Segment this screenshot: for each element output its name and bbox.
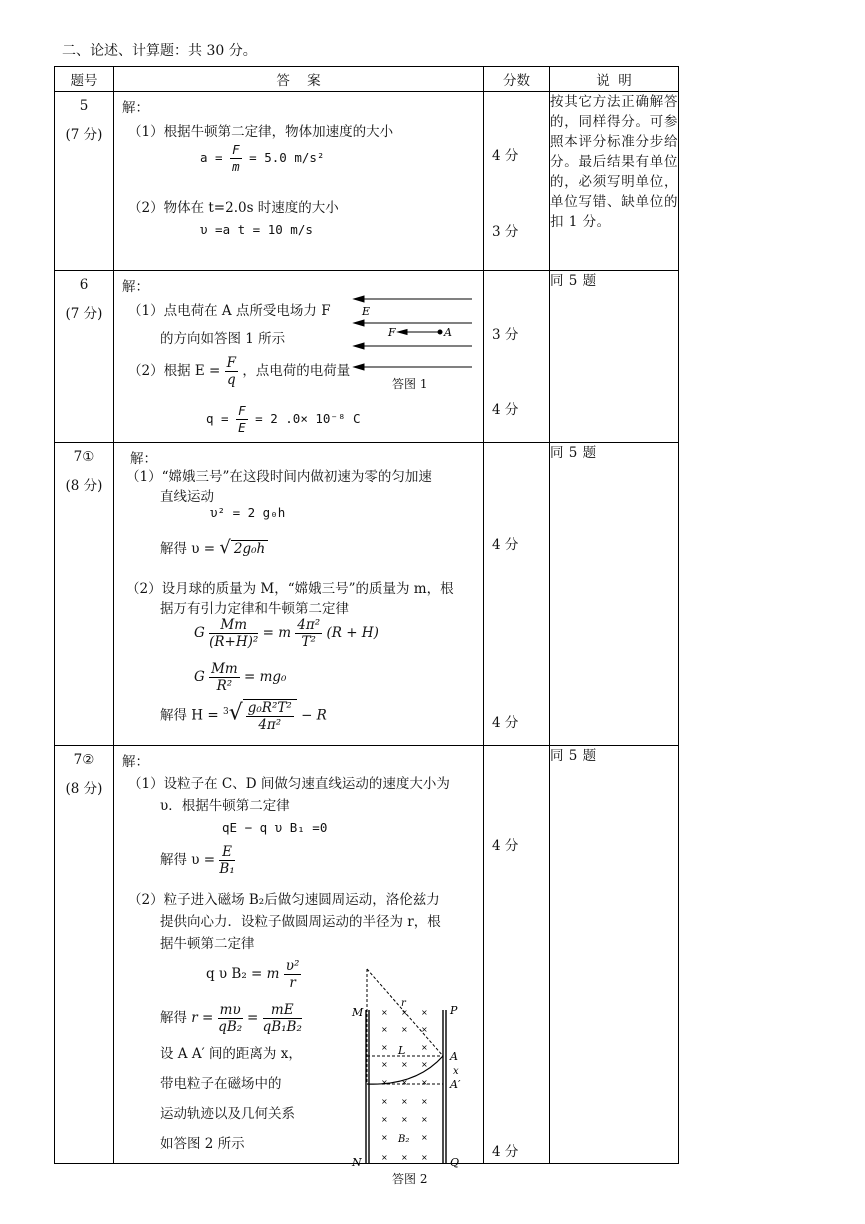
svg-text:×: × xyxy=(401,1008,408,1017)
svg-text:×: × xyxy=(381,1115,388,1124)
svg-text:×: × xyxy=(401,1115,408,1124)
svg-text:×: × xyxy=(381,1060,388,1069)
figure-1-label-A: A xyxy=(444,326,452,339)
equation-charge: q = $\frac{F}{E}$ = 2 .0× 10⁻⁸ C xyxy=(206,403,361,435)
equation-acceleration: a = $\frac{F}{m}$ = 5.0 m/s² xyxy=(200,142,325,174)
figure-2-label-A-prime: A′ xyxy=(450,1078,461,1091)
problem-7a-number: 7① (8 分) xyxy=(55,443,114,746)
problem-7b-answer: 解： （1）设粒子在 C、D 间做匀速直线运动的速度大小为 υ．根据牛顿第二定律 qE − q υ B₁ =0 解得 υ = $\frac{E}{\text{B₁}}$ （2）粒子进入磁场 B₂后做匀速圆周运动，洛伦兹力 提供向心力．设粒子做圆周运动的半径为 r，根 据牛顿第二定律 q υ B₂ = m $\frac{\text{υ²}}{r}$ 解得 r = $\frac{m\upsilon}{\text{qB₂}}$ = $\frac{mE}{\text{qB₁B₂}}$ 设 A A′ 间的距离为 x， 带电粒子在磁场中的 运动轨迹以及几何关系 如答图 2 所示 × × × × × × × × × × × × × × × × × × × × × × × × × M P N Q A A′ x r L B₂ xyxy=(114,746,484,1164)
problem-6-number: 6 (7 分) xyxy=(55,271,114,443)
header-note: 说 明 xyxy=(550,67,679,92)
figure-2-label-B2: B₂ xyxy=(398,1134,410,1145)
figure-2-label-L: L xyxy=(398,1044,406,1057)
svg-text:×: × xyxy=(381,1133,388,1142)
equation-centripetal: q υ B₂ = m $\frac{\text{υ²}}{r}$ xyxy=(206,958,300,991)
svg-text:×: × xyxy=(421,1078,428,1087)
equation-gravitation: G $\frac{Mm}{\text{(R+H)²}}$ = m $\frac{\text{4π²}}{\text{T²}}$ (R + H) xyxy=(194,617,379,650)
svg-text:×: × xyxy=(421,1043,428,1052)
svg-text:×: × xyxy=(381,1043,388,1052)
section-heading: 二、论述、计算题：共 30 分。 xyxy=(62,43,257,59)
problem-6-answer: 解： （1）点电荷在 A 点所受电场力 F 的方向如答图 1 所示 （2）根据 E = $\frac{F}{q}$ ，点电荷的电荷量 q = $\frac{F}{E}$ = 2 .0× 10⁻⁸ C E F A 答图 1 xyxy=(114,271,484,443)
row-problem-6 xyxy=(55,271,679,443)
svg-text:×: × xyxy=(401,1078,408,1087)
figure-1-label-F: F xyxy=(388,326,396,339)
figure-2-label-Q: Q xyxy=(450,1156,460,1168)
svg-text:×: × xyxy=(421,1060,428,1069)
equation-free-fall: υ² = 2 g₀h xyxy=(210,505,286,520)
svg-text:×: × xyxy=(381,1008,388,1017)
header-number: 题号 xyxy=(55,67,114,92)
problem-6-score: 3 分 4 分 xyxy=(484,271,550,443)
equation-balance: qE − q υ B₁ =0 xyxy=(222,820,328,835)
figure-2-caption: 答图 2 xyxy=(392,1172,428,1186)
svg-text:×: × xyxy=(401,1097,408,1106)
svg-text:×: × xyxy=(421,1008,428,1017)
svg-text:×: × xyxy=(421,1115,428,1124)
problem-5-note: 按其它方法正确解答的，同样得分。可参照本评分标准分步给分。最后结果有单位的，必须写明单位，单位写错、缺单位的扣 1 分。 xyxy=(550,92,679,271)
problem-5-answer: 解： （1）根据牛顿第二定律，物体加速度的大小 a = $\frac{F}{m}$ = 5.0 m/s² （2）物体在 t=2.0s 时速度的大小 υ =a t = 10 m/s xyxy=(114,92,484,271)
figure-1-label-E: E xyxy=(362,305,371,318)
svg-text:×: × xyxy=(421,1133,428,1142)
problem-7a-note: 同 5 题 xyxy=(550,443,679,746)
problem-6-note: 同 5 题 xyxy=(550,271,679,443)
problem-7b-note: 同 5 题 xyxy=(550,746,679,1164)
row-problem-7a xyxy=(55,443,679,746)
figure-2-label-A: A xyxy=(450,1050,458,1063)
equation-surface-gravity: G $\frac{Mm}{\text{R²}}$ = mg₀ xyxy=(194,661,287,694)
problem-7a-score: 4 分 4 分 xyxy=(484,443,550,746)
row-problem-7b xyxy=(55,746,679,1164)
equation-velocity-result: 解得 υ = √ 2g₀h xyxy=(160,537,268,558)
svg-text:×: × xyxy=(421,1153,428,1162)
row-problem-5 xyxy=(55,92,679,271)
figure-1-caption: 答图 1 xyxy=(392,377,428,391)
field-definition: （2）根据 E = $\frac{F}{q}$ ，点电荷的电荷量 xyxy=(128,355,351,388)
svg-text:×: × xyxy=(401,1060,408,1069)
svg-text:×: × xyxy=(381,1025,388,1034)
svg-text:×: × xyxy=(381,1078,388,1087)
answer-table xyxy=(54,66,679,1168)
figure-2-label-r: r xyxy=(401,998,406,1009)
equation-radius: 解得 r = $\frac{m\upsilon}{\text{qB₂}}$ = $\frac{mE}{\text{qB₁B₂}}$ xyxy=(160,1002,302,1035)
svg-text:×: × xyxy=(421,1097,428,1106)
figure-2-magnetic-field xyxy=(346,964,476,1168)
svg-text:×: × xyxy=(381,1097,388,1106)
figure-1-field-lines xyxy=(352,291,477,375)
header-row xyxy=(55,67,679,92)
problem-7b-number: 7② (8 分) xyxy=(55,746,114,1164)
svg-text:×: × xyxy=(381,1153,388,1162)
figure-2-label-N: N xyxy=(352,1156,362,1168)
figure-2-label-M: M xyxy=(352,1006,364,1019)
equation-speed-result: 解得 υ = $\frac{E}{\text{B₁}}$ xyxy=(160,844,235,877)
problem-7a-answer: 解： （1）“嫦娥三号”在这段时间内做初速为零的匀加速 直线运动 υ² = 2 g₀h 解得 υ = √ 2g₀h （2）设月球的质量为 M，“嫦娥三号”的质量为 m，根 据万有引力定律和牛顿第二定律 G $\frac{Mm}{\text{(R+H)²}}$ = m $\frac{\text{4π²}}{\text{T²}}$ (R + H) G $\frac{Mm}{\text{R²}}$ = mg₀ 解得 H = $^3$√ $\frac{\text{g₀R²T²}}{\text{4π²}}$ − R xyxy=(114,443,484,746)
problem-5-number: 5 (7 分) xyxy=(55,92,114,271)
header-score: 分数 xyxy=(484,67,550,92)
figure-2-label-P: P xyxy=(450,1004,458,1017)
equation-velocity: υ =a t = 10 m/s xyxy=(200,222,313,237)
svg-text:×: × xyxy=(421,1025,428,1034)
figure-2-label-x: x xyxy=(453,1066,459,1077)
svg-text:×: × xyxy=(401,1025,408,1034)
problem-7b-score: 4 分 4 分 xyxy=(484,746,550,1164)
header-answer: 答 案 xyxy=(114,67,484,92)
svg-text:×: × xyxy=(401,1153,408,1162)
problem-5-score: 4 分 3 分 xyxy=(484,92,550,271)
equation-height-result: 解得 H = $^3$√ $\frac{\text{g₀R²T²}}{\text{4π²}}$ − R xyxy=(160,700,327,733)
